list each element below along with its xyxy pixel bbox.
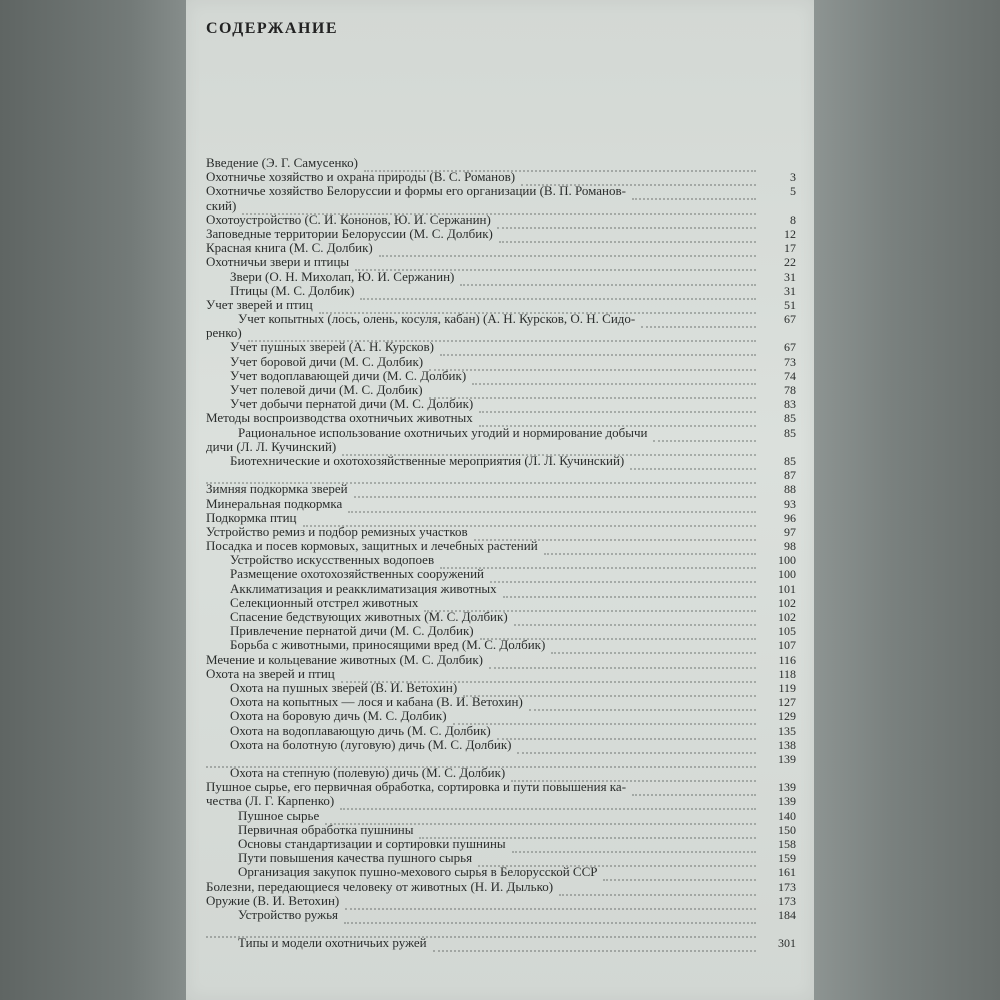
toc-entry [206, 241, 796, 255]
toc-entry [206, 794, 796, 808]
toc-page-number: 78 [784, 383, 796, 397]
toc-page-number: 184 [778, 907, 796, 922]
toc-entry [206, 582, 796, 596]
toc-entry-title: Основы стандартизации и сортировки пушнины [238, 836, 506, 851]
toc-entry [206, 284, 796, 298]
toc-entry-title: Посадка и посев кормовых, защитных и лечебных растений [206, 538, 538, 554]
toc-entry-title: Акклиматизация и реакклиматизация животных [230, 580, 497, 596]
toc-entry [206, 553, 796, 567]
toc-entry-title: Учет боровой дичи (М. С. Долбик) [230, 353, 424, 369]
toc-entry-title: Устройство ремиз и подбор ремизных участков [206, 523, 468, 539]
toc-entry-title: Пушное сырье [238, 807, 320, 823]
toc-page-number: 97 [784, 524, 796, 539]
toc-entry-title: Охота на копытных — лося и кабана (В. И. Ветохин) [230, 694, 523, 710]
toc-entry [206, 865, 796, 879]
toc-entry [206, 440, 796, 454]
toc-page-number: 138 [778, 737, 796, 752]
toc-entry-title: дичи (Л. Л. Кучинский) [206, 438, 337, 454]
toc-entry-title: Учет пушных зверей (А. Н. Курсков) [230, 339, 434, 355]
toc-page-number: 118 [778, 666, 796, 681]
toc-page-number: 12 [784, 226, 796, 241]
toc-entry [206, 667, 796, 681]
toc-entry [206, 170, 796, 184]
toc-page-number: 17 [784, 241, 796, 256]
toc-entry [206, 184, 796, 198]
toc-page-number: 98 [784, 539, 796, 554]
toc-entry [206, 525, 796, 539]
toc-entry [206, 837, 796, 851]
book-page [186, 0, 814, 1000]
book-shadow-left [0, 0, 186, 1000]
toc-entry-title: Рациональное использование охотничьих угодий и нормирование добычи [238, 424, 648, 440]
toc-entry-title: ренко) [206, 325, 242, 341]
toc-entry [206, 511, 796, 525]
toc-page-number: 158 [778, 837, 796, 851]
toc-entry-title: Первичная обработка пушнины [238, 821, 414, 837]
toc-entry-title: Учет водоплавающей дичи (М. С. Долбик) [230, 367, 467, 383]
toc-entry-title: чества (Л. Г. Карпенко) [206, 793, 335, 809]
toc-entry-title: Борьба с животными, приносящими вред (М. С. Долбик) [230, 637, 546, 653]
toc-entry-title: Введение (Э. Г. Самусенко) [206, 155, 358, 170]
toc-page-number: 31 [784, 283, 796, 298]
toc-entry-title: ский) [206, 197, 237, 213]
toc-page-number: 83 [784, 397, 796, 412]
toc-entry-title: Учет добычи пернатой дичи (М. С. Долбик) [230, 396, 474, 412]
toc-entry-title: Охотничьи звери и птицы [206, 254, 350, 270]
toc-entry-title: Организация закупок пушно-мехового сырья в Белорусской ССР [238, 864, 598, 880]
toc-entry [206, 227, 796, 241]
toc-page-number: 87 [784, 468, 796, 483]
toc-entry [206, 823, 796, 837]
toc-entry [206, 851, 796, 865]
toc-dot-leader [433, 936, 756, 952]
toc-entry [206, 255, 796, 269]
toc-entry-title: Заповедные территории Белоруссии (М. С. Долбик) [206, 225, 493, 241]
toc-entry [206, 596, 796, 610]
toc-entry [206, 724, 796, 738]
toc-entry [206, 681, 796, 695]
toc-page-number: 150 [778, 822, 796, 837]
toc-page-number: 129 [778, 709, 796, 724]
toc-entry-title: Охота на пушных зверей (В. И. Ветохин) [230, 679, 458, 695]
toc-entry-title: Болезни, передающиеся человеку от животных (Н. И. Дылько) [206, 878, 554, 894]
toc-page-number: 74 [784, 368, 796, 383]
toc-entry [206, 695, 796, 709]
toc-entry [206, 213, 796, 227]
toc-entry-title: Охота на водоплавающую дичь (М. С. Долбик) [230, 722, 491, 738]
toc-entry [206, 780, 796, 794]
toc-page-number: 140 [778, 808, 796, 823]
toc-entry-title: Методы воспроизводства охотничьих животных [206, 410, 473, 426]
table-of-contents [206, 156, 796, 951]
toc-page-number: 139 [778, 794, 796, 809]
toc-entry-title: Зимняя подкормка зверей [206, 481, 348, 497]
toc-entry-title: Охота на боровую дичь (М. С. Долбик) [230, 708, 447, 724]
toc-entry [206, 738, 796, 752]
toc-page-number: 135 [778, 723, 796, 738]
page-title: СОДЕРЖАНИЕ [206, 20, 339, 37]
toc-entry [206, 539, 796, 553]
toc-entry [206, 199, 796, 213]
toc-entry-title: Биотехнические и охотохозяйственные мероприятия (Л. Л. Кучинский) [230, 452, 625, 468]
toc-entry [206, 312, 796, 326]
toc-entry-title: Оружие (В. И. Ветохин) [206, 892, 340, 908]
toc-entry [206, 326, 796, 340]
toc-page-number: 173 [778, 879, 796, 894]
toc-entry [206, 638, 796, 652]
toc-page-number: 102 [778, 595, 796, 610]
toc-page-number: 107 [778, 638, 796, 653]
toc-page-number: 127 [778, 695, 796, 710]
toc-entry-title: Учет полевой дичи (М. С. Долбик) [230, 382, 423, 397]
toc-entry-title: Минеральная подкормка [206, 495, 343, 511]
toc-page-number: 3 [790, 170, 796, 185]
toc-page-number: 161 [778, 865, 796, 880]
toc-page-number: 85 [784, 425, 796, 440]
toc-entry [206, 340, 796, 354]
toc-entry [206, 624, 796, 638]
toc-entry-title: Охотоустройство (С. И. Кононов, Ю. И. Сержанин) [206, 211, 491, 227]
toc-page-number: 22 [784, 255, 796, 270]
toc-page-number: 100 [778, 567, 796, 582]
toc-page-number: 8 [790, 212, 796, 227]
toc-entry [206, 411, 796, 425]
toc-entry [206, 454, 796, 468]
toc-entry [206, 752, 796, 766]
toc-entry-title: Учет копытных (лось, олень, косуля, кабан) (А. Н. Курсков, О. Н. Сидо- [238, 311, 636, 327]
toc-entry [206, 653, 796, 667]
toc-page-number: 88 [784, 482, 796, 497]
toc-entry [206, 610, 796, 624]
toc-entry [206, 298, 796, 312]
toc-entry-title: Спасение бедствующих животных (М. С. Долбик) [230, 609, 508, 624]
toc-entry [206, 482, 796, 496]
toc-entry [206, 369, 796, 383]
toc-entry [206, 809, 796, 823]
toc-entry [206, 922, 796, 936]
toc-page-number: 67 [784, 312, 796, 327]
toc-entry-title: Устройство ружья [238, 906, 339, 922]
toc-page-number: 159 [778, 851, 796, 866]
toc-entry-title: Охотничье хозяйство Белоруссии и формы его организации (В. П. Романов- [206, 183, 626, 199]
toc-entry-title: Размещение охотохозяйственных сооружений [230, 566, 484, 582]
toc-entry [206, 468, 796, 482]
toc-page-number: 139 [778, 780, 796, 795]
toc-entry-title: Охота на степную (полевую) дичь (М. С. Долбик) [230, 765, 506, 781]
toc-entry [206, 355, 796, 369]
toc-page-number: 102 [778, 610, 796, 624]
toc-entry [206, 156, 796, 170]
toc-entry [206, 426, 796, 440]
toc-page-number: 100 [778, 553, 796, 568]
toc-page-number: 93 [784, 496, 796, 511]
toc-page-number: 73 [784, 354, 796, 369]
toc-entry [206, 383, 796, 397]
toc-entry [206, 936, 796, 950]
toc-page-number: 116 [778, 652, 796, 667]
toc-entry-title: Птицы (М. С. Долбик) [230, 282, 355, 298]
book-shadow-right [814, 0, 1000, 1000]
toc-entry-title: Привлечение пернатой дичи (М. С. Долбик) [230, 623, 474, 639]
toc-page-number: 101 [778, 581, 796, 596]
toc-entry-title: Мечение и кольцевание животных (М. С. Долбик) [206, 651, 483, 667]
toc-page-number: 67 [784, 340, 796, 355]
toc-entry-title: Звери (О. Н. Михолап, Ю. И. Сержанин) [230, 268, 455, 284]
toc-page-number: 173 [778, 893, 796, 908]
toc-page-number: 119 [778, 680, 796, 695]
toc-entry [206, 908, 796, 922]
toc-entry-title: Пути повышения качества пушного сырья [238, 850, 473, 866]
toc-page-number: 31 [784, 269, 796, 284]
toc-entry [206, 709, 796, 723]
toc-page-number: 5 [790, 184, 796, 199]
toc-entry-title: Охотничье хозяйство и охрана природы (В. С. Романов) [206, 169, 516, 185]
toc-entry [206, 497, 796, 511]
toc-entry [206, 880, 796, 894]
toc-entry [206, 567, 796, 581]
toc-page-number: 96 [784, 510, 796, 525]
toc-entry-title: Охота на болотную (луговую) дичь (М. С. Долбик) [230, 736, 512, 752]
toc-page-number: 301 [778, 936, 796, 951]
toc-entry [206, 766, 796, 780]
toc-page-number: 139 [778, 751, 796, 766]
toc-entry-title: Устройство искусственных водопоев [230, 552, 435, 568]
toc-entry [206, 397, 796, 411]
toc-entry-title: Селекционный отстрел животных [230, 594, 419, 610]
toc-entry-title: Пушное сырье, его первичная обработка, сортировка и пути повышения ка- [206, 779, 627, 795]
toc-entry-title: Красная книга (М. С. Долбик) [206, 240, 373, 256]
toc-entry [206, 894, 796, 908]
toc-entry-title: Подкормка птиц [206, 509, 297, 525]
toc-page-number: 85 [784, 411, 796, 426]
toc-entry-title: Типы и модели охотничьих ружей [238, 935, 427, 951]
toc-entry-title: Учет зверей и птиц [206, 296, 313, 312]
toc-entry [206, 270, 796, 284]
toc-entry-title: Охота на зверей и птиц [206, 665, 335, 681]
toc-page-number: 85 [784, 453, 796, 468]
toc-page-number: 105 [778, 624, 796, 639]
toc-page-number: 51 [784, 297, 796, 312]
